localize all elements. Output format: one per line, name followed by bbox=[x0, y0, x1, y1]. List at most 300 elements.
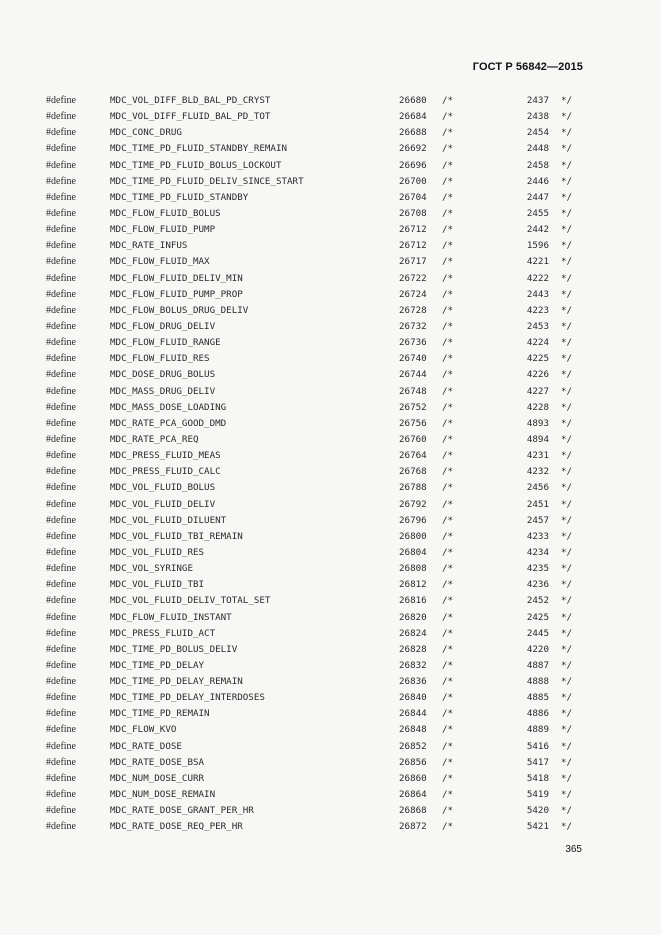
constant-code: 26760 bbox=[399, 433, 427, 445]
comment-open: /* bbox=[442, 756, 454, 768]
comment-open: /* bbox=[442, 643, 454, 655]
document-standard-header: ГОСТ Р 56842—2015 bbox=[472, 61, 583, 73]
comment-open: /* bbox=[442, 127, 454, 139]
define-row bbox=[0, 545, 661, 561]
constant-code: 26788 bbox=[399, 482, 427, 494]
define-keyword: #define bbox=[46, 304, 76, 316]
comment-open: /* bbox=[442, 159, 454, 171]
define-row bbox=[0, 174, 661, 190]
constant-name: MDC_VOL_SYRINGE bbox=[110, 563, 193, 575]
constant-name: MDC_VOL_DIFF_BLD_BAL_PD_CRYST bbox=[110, 95, 271, 106]
comment-close: */ bbox=[561, 320, 573, 332]
define-keyword: #define bbox=[46, 256, 76, 268]
define-keyword: #define bbox=[46, 659, 76, 671]
constant-name: MDC_RATE_INFUS bbox=[110, 240, 188, 252]
comment-open: /* bbox=[442, 224, 454, 236]
constant-code: 26840 bbox=[399, 692, 427, 704]
reference-code: 2455 bbox=[526, 207, 549, 219]
page-number: 365 bbox=[565, 844, 582, 855]
constant-name: MDC_RATE_DOSE_REQ_PER_HR bbox=[110, 821, 243, 833]
reference-code: 2442 bbox=[526, 224, 549, 236]
define-row bbox=[0, 642, 661, 658]
comment-close: */ bbox=[561, 676, 573, 688]
reference-code: 2453 bbox=[526, 320, 549, 332]
comment-close: */ bbox=[561, 143, 573, 155]
comment-open: /* bbox=[442, 692, 454, 704]
define-row bbox=[0, 206, 661, 222]
constant-code: 26804 bbox=[399, 546, 427, 558]
comment-open: /* bbox=[442, 530, 454, 542]
define-keyword: #define bbox=[46, 466, 76, 478]
define-row bbox=[0, 432, 661, 448]
define-keyword: #define bbox=[46, 756, 76, 768]
comment-open: /* bbox=[442, 256, 454, 268]
comment-close: */ bbox=[561, 288, 573, 300]
define-row bbox=[0, 755, 661, 771]
comment-open: /* bbox=[442, 450, 454, 462]
constant-name: MDC_FLOW_FLUID_BOLUS bbox=[110, 207, 221, 219]
comment-open: /* bbox=[442, 191, 454, 203]
define-keyword: #define bbox=[46, 563, 76, 575]
define-row bbox=[0, 658, 661, 674]
comment-close: */ bbox=[561, 805, 573, 817]
define-row bbox=[0, 303, 661, 319]
constant-code: 26860 bbox=[399, 772, 427, 784]
reference-code: 2451 bbox=[526, 498, 549, 510]
comment-close: */ bbox=[561, 643, 573, 655]
reference-code: 5417 bbox=[526, 756, 549, 768]
reference-code: 4888 bbox=[526, 676, 549, 688]
reference-code: 2448 bbox=[526, 143, 549, 155]
define-keyword: #define bbox=[46, 692, 76, 704]
define-keyword: #define bbox=[46, 740, 76, 752]
comment-close: */ bbox=[561, 401, 573, 413]
constant-code: 26696 bbox=[399, 159, 427, 171]
constant-code: 26852 bbox=[399, 740, 427, 752]
constant-code: 26712 bbox=[399, 224, 427, 236]
define-keyword: #define bbox=[46, 417, 76, 429]
comment-open: /* bbox=[442, 789, 454, 801]
define-row bbox=[0, 271, 661, 287]
reference-code: 4231 bbox=[526, 450, 549, 462]
define-row bbox=[0, 125, 661, 141]
define-row bbox=[0, 400, 661, 416]
define-row bbox=[0, 529, 661, 545]
define-keyword: #define bbox=[46, 627, 76, 639]
constant-code: 26736 bbox=[399, 337, 427, 349]
define-row bbox=[0, 771, 661, 787]
comment-open: /* bbox=[442, 337, 454, 349]
reference-code: 4224 bbox=[526, 337, 549, 349]
comment-close: */ bbox=[561, 272, 573, 284]
constant-name: MDC_FLOW_FLUID_RES bbox=[110, 353, 210, 365]
define-keyword: #define bbox=[46, 240, 76, 252]
define-keyword: #define bbox=[46, 385, 76, 397]
define-row bbox=[0, 93, 661, 109]
constant-name: MDC_FLOW_FLUID_PUMP_PROP bbox=[110, 288, 243, 300]
comment-close: */ bbox=[561, 498, 573, 510]
comment-close: */ bbox=[561, 692, 573, 704]
comment-open: /* bbox=[442, 207, 454, 219]
define-row bbox=[0, 254, 661, 270]
constant-name: MDC_RATE_DOSE_BSA bbox=[110, 756, 205, 768]
reference-code: 2446 bbox=[526, 175, 549, 187]
define-keyword: #define bbox=[46, 546, 76, 558]
constant-code: 26724 bbox=[399, 288, 427, 300]
reference-code: 2437 bbox=[526, 95, 549, 106]
constant-name: MDC_NUM_DOSE_REMAIN bbox=[110, 789, 216, 801]
constant-name: MDC_TIME_PD_FLUID_STANDBY bbox=[110, 191, 249, 203]
constant-code: 26700 bbox=[399, 175, 427, 187]
define-row bbox=[0, 238, 661, 254]
comment-close: */ bbox=[561, 353, 573, 365]
define-row bbox=[0, 384, 661, 400]
define-row bbox=[0, 690, 661, 706]
comment-close: */ bbox=[561, 111, 573, 123]
reference-code: 5416 bbox=[526, 740, 549, 752]
reference-code: 5421 bbox=[526, 821, 549, 833]
constant-name: MDC_FLOW_FLUID_MAX bbox=[110, 256, 210, 268]
reference-code: 4223 bbox=[526, 304, 549, 316]
define-keyword: #define bbox=[46, 805, 76, 817]
constant-name: MDC_CONC_DRUG bbox=[110, 127, 182, 139]
comment-close: */ bbox=[561, 385, 573, 397]
define-keyword: #define bbox=[46, 401, 76, 413]
comment-close: */ bbox=[561, 240, 573, 252]
define-row bbox=[0, 593, 661, 609]
reference-code: 4894 bbox=[526, 433, 549, 445]
constant-name: MDC_TIME_PD_DELAY_REMAIN bbox=[110, 676, 243, 688]
define-keyword: #define bbox=[46, 288, 76, 300]
constant-code: 26756 bbox=[399, 417, 427, 429]
constant-code: 26812 bbox=[399, 579, 427, 591]
constant-name: MDC_TIME_PD_FLUID_BOLUS_LOCKOUT bbox=[110, 159, 282, 171]
comment-open: /* bbox=[442, 175, 454, 187]
comment-close: */ bbox=[561, 95, 573, 106]
constant-name: MDC_TIME_PD_FLUID_DELIV_SINCE_START bbox=[110, 175, 304, 187]
constant-code: 26744 bbox=[399, 369, 427, 381]
comment-open: /* bbox=[442, 514, 454, 526]
reference-code: 2438 bbox=[526, 111, 549, 123]
comment-close: */ bbox=[561, 466, 573, 478]
define-keyword: #define bbox=[46, 821, 76, 833]
constant-name: MDC_PRESS_FLUID_MEAS bbox=[110, 450, 221, 462]
comment-close: */ bbox=[561, 772, 573, 784]
constant-code: 26764 bbox=[399, 450, 427, 462]
define-keyword: #define bbox=[46, 175, 76, 187]
define-keyword: #define bbox=[46, 498, 76, 510]
constant-code: 26868 bbox=[399, 805, 427, 817]
constant-name: MDC_FLOW_FLUID_INSTANT bbox=[110, 611, 232, 623]
constant-name: MDC_RATE_PCA_REQ bbox=[110, 433, 199, 445]
define-row bbox=[0, 141, 661, 157]
comment-open: /* bbox=[442, 417, 454, 429]
constant-code: 26792 bbox=[399, 498, 427, 510]
define-row bbox=[0, 335, 661, 351]
define-keyword: #define bbox=[46, 320, 76, 332]
constant-name: MDC_VOL_FLUID_DELIV bbox=[110, 498, 216, 510]
constant-name: MDC_FLOW_KVO bbox=[110, 724, 177, 736]
define-keyword: #define bbox=[46, 353, 76, 365]
constant-code: 26684 bbox=[399, 111, 427, 123]
comment-close: */ bbox=[561, 417, 573, 429]
reference-code: 4886 bbox=[526, 708, 549, 720]
comment-close: */ bbox=[561, 789, 573, 801]
define-row bbox=[0, 464, 661, 480]
comment-close: */ bbox=[561, 482, 573, 494]
define-keyword: #define bbox=[46, 724, 76, 736]
constant-name: MDC_TIME_PD_BOLUS_DELIV bbox=[110, 643, 238, 655]
comment-close: */ bbox=[561, 450, 573, 462]
define-keyword: #define bbox=[46, 708, 76, 720]
define-keyword: #define bbox=[46, 482, 76, 494]
comment-open: /* bbox=[442, 143, 454, 155]
comment-open: /* bbox=[442, 385, 454, 397]
comment-open: /* bbox=[442, 611, 454, 623]
constant-code: 26816 bbox=[399, 595, 427, 607]
constant-name: MDC_FLOW_DRUG_DELIV bbox=[110, 320, 216, 332]
constant-name: MDC_FLOW_FLUID_RANGE bbox=[110, 337, 221, 349]
comment-open: /* bbox=[442, 740, 454, 752]
constant-name: MDC_VOL_FLUID_TBI bbox=[110, 579, 205, 591]
define-keyword: #define bbox=[46, 191, 76, 203]
define-row bbox=[0, 722, 661, 738]
reference-code: 4889 bbox=[526, 724, 549, 736]
comment-close: */ bbox=[561, 304, 573, 316]
constant-name: MDC_TIME_PD_FLUID_STANDBY_REMAIN bbox=[110, 143, 288, 155]
comment-open: /* bbox=[442, 579, 454, 591]
comment-open: /* bbox=[442, 772, 454, 784]
define-listing bbox=[0, 93, 661, 835]
comment-close: */ bbox=[561, 611, 573, 623]
define-keyword: #define bbox=[46, 579, 76, 591]
constant-code: 26768 bbox=[399, 466, 427, 478]
define-row bbox=[0, 513, 661, 529]
comment-open: /* bbox=[442, 95, 454, 106]
reference-code: 4236 bbox=[526, 579, 549, 591]
comment-close: */ bbox=[561, 369, 573, 381]
comment-close: */ bbox=[561, 175, 573, 187]
constant-code: 26728 bbox=[399, 304, 427, 316]
comment-close: */ bbox=[561, 337, 573, 349]
constant-code: 26752 bbox=[399, 401, 427, 413]
reference-code: 4885 bbox=[526, 692, 549, 704]
comment-close: */ bbox=[561, 433, 573, 445]
reference-code: 2447 bbox=[526, 191, 549, 203]
constant-name: MDC_VOL_FLUID_RES bbox=[110, 546, 205, 558]
define-keyword: #define bbox=[46, 772, 76, 784]
comment-close: */ bbox=[561, 514, 573, 526]
comment-open: /* bbox=[442, 288, 454, 300]
define-keyword: #define bbox=[46, 595, 76, 607]
constant-code: 26824 bbox=[399, 627, 427, 639]
reference-code: 4893 bbox=[526, 417, 549, 429]
define-row bbox=[0, 448, 661, 464]
define-row bbox=[0, 222, 661, 238]
define-keyword: #define bbox=[46, 143, 76, 155]
constant-name: MDC_NUM_DOSE_CURR bbox=[110, 772, 205, 784]
comment-open: /* bbox=[442, 272, 454, 284]
reference-code: 2456 bbox=[526, 482, 549, 494]
reference-code: 4220 bbox=[526, 643, 549, 655]
constant-code: 26732 bbox=[399, 320, 427, 332]
comment-open: /* bbox=[442, 401, 454, 413]
define-keyword: #define bbox=[46, 272, 76, 284]
comment-open: /* bbox=[442, 676, 454, 688]
reference-code: 2457 bbox=[526, 514, 549, 526]
constant-name: MDC_TIME_PD_DELAY_INTERDOSES bbox=[110, 692, 265, 704]
define-keyword: #define bbox=[46, 369, 76, 381]
define-row bbox=[0, 497, 661, 513]
constant-name: MDC_FLOW_BOLUS_DRUG_DELIV bbox=[110, 304, 249, 316]
reference-code: 4234 bbox=[526, 546, 549, 558]
comment-close: */ bbox=[561, 191, 573, 203]
reference-code: 4225 bbox=[526, 353, 549, 365]
define-row bbox=[0, 674, 661, 690]
constant-code: 26796 bbox=[399, 514, 427, 526]
define-keyword: #define bbox=[46, 111, 76, 123]
comment-close: */ bbox=[561, 708, 573, 720]
reference-code: 4227 bbox=[526, 385, 549, 397]
define-row bbox=[0, 367, 661, 383]
reference-code: 2454 bbox=[526, 127, 549, 139]
comment-open: /* bbox=[442, 563, 454, 575]
comment-open: /* bbox=[442, 304, 454, 316]
constant-name: MDC_VOL_DIFF_FLUID_BAL_PD_TOT bbox=[110, 111, 271, 123]
constant-code: 26872 bbox=[399, 821, 427, 833]
reference-code: 4232 bbox=[526, 466, 549, 478]
constant-code: 26708 bbox=[399, 207, 427, 219]
reference-code: 4226 bbox=[526, 369, 549, 381]
constant-name: MDC_PRESS_FLUID_ACT bbox=[110, 627, 216, 639]
define-row bbox=[0, 158, 661, 174]
define-row bbox=[0, 319, 661, 335]
comment-open: /* bbox=[442, 708, 454, 720]
constant-name: MDC_RATE_DOSE bbox=[110, 740, 182, 752]
constant-code: 26820 bbox=[399, 611, 427, 623]
comment-open: /* bbox=[442, 546, 454, 558]
reference-code: 5420 bbox=[526, 805, 549, 817]
define-keyword: #define bbox=[46, 433, 76, 445]
comment-close: */ bbox=[561, 740, 573, 752]
constant-code: 26856 bbox=[399, 756, 427, 768]
define-row bbox=[0, 190, 661, 206]
constant-name: MDC_VOL_FLUID_DILUENT bbox=[110, 514, 227, 526]
constant-name: MDC_DOSE_DRUG_BOLUS bbox=[110, 369, 216, 381]
comment-close: */ bbox=[561, 159, 573, 171]
define-row bbox=[0, 287, 661, 303]
define-row bbox=[0, 626, 661, 642]
comment-close: */ bbox=[561, 546, 573, 558]
define-row bbox=[0, 706, 661, 722]
constant-name: MDC_RATE_PCA_GOOD_DMD bbox=[110, 417, 227, 429]
comment-open: /* bbox=[442, 498, 454, 510]
constant-name: MDC_RATE_DOSE_GRANT_PER_HR bbox=[110, 805, 254, 817]
constant-code: 26722 bbox=[399, 272, 427, 284]
comment-open: /* bbox=[442, 805, 454, 817]
reference-code: 4887 bbox=[526, 659, 549, 671]
define-row bbox=[0, 787, 661, 803]
constant-code: 26864 bbox=[399, 789, 427, 801]
comment-close: */ bbox=[561, 627, 573, 639]
reference-code: 4235 bbox=[526, 563, 549, 575]
define-keyword: #define bbox=[46, 530, 76, 542]
comment-close: */ bbox=[561, 595, 573, 607]
define-keyword: #define bbox=[46, 789, 76, 801]
define-keyword: #define bbox=[46, 127, 76, 139]
define-row bbox=[0, 480, 661, 496]
constant-name: MDC_VOL_FLUID_DELIV_TOTAL_SET bbox=[110, 595, 271, 607]
comment-open: /* bbox=[442, 821, 454, 833]
comment-open: /* bbox=[442, 595, 454, 607]
constant-code: 26832 bbox=[399, 659, 427, 671]
comment-open: /* bbox=[442, 240, 454, 252]
define-row bbox=[0, 739, 661, 755]
constant-code: 26680 bbox=[399, 95, 427, 106]
comment-open: /* bbox=[442, 659, 454, 671]
comment-open: /* bbox=[442, 433, 454, 445]
constant-code: 26844 bbox=[399, 708, 427, 720]
define-row bbox=[0, 610, 661, 626]
reference-code: 4228 bbox=[526, 401, 549, 413]
constant-name: MDC_VOL_FLUID_BOLUS bbox=[110, 482, 216, 494]
reference-code: 4221 bbox=[526, 256, 549, 268]
constant-name: MDC_MASS_DRUG_DELIV bbox=[110, 385, 216, 397]
comment-open: /* bbox=[442, 320, 454, 332]
reference-code: 4233 bbox=[526, 530, 549, 542]
constant-name: MDC_TIME_PD_DELAY bbox=[110, 659, 205, 671]
comment-close: */ bbox=[561, 659, 573, 671]
define-row bbox=[0, 577, 661, 593]
constant-name: MDC_PRESS_FLUID_CALC bbox=[110, 466, 221, 478]
comment-open: /* bbox=[442, 466, 454, 478]
define-keyword: #define bbox=[46, 676, 76, 688]
constant-code: 26740 bbox=[399, 353, 427, 365]
comment-close: */ bbox=[561, 224, 573, 236]
constant-code: 26704 bbox=[399, 191, 427, 203]
constant-name: MDC_FLOW_FLUID_DELIV_MIN bbox=[110, 272, 243, 284]
constant-code: 26800 bbox=[399, 530, 427, 542]
define-keyword: #define bbox=[46, 514, 76, 526]
comment-open: /* bbox=[442, 627, 454, 639]
constant-name: MDC_MASS_DOSE_LOADING bbox=[110, 401, 227, 413]
reference-code: 2445 bbox=[526, 627, 549, 639]
reference-code: 2452 bbox=[526, 595, 549, 607]
reference-code: 1596 bbox=[526, 240, 549, 252]
constant-code: 26712 bbox=[399, 240, 427, 252]
constant-code: 26836 bbox=[399, 676, 427, 688]
reference-code: 2443 bbox=[526, 288, 549, 300]
comment-close: */ bbox=[561, 756, 573, 768]
define-keyword: #define bbox=[46, 643, 76, 655]
comment-close: */ bbox=[561, 821, 573, 833]
define-row bbox=[0, 109, 661, 125]
define-keyword: #define bbox=[46, 337, 76, 349]
define-keyword: #define bbox=[46, 159, 76, 171]
comment-close: */ bbox=[561, 579, 573, 591]
constant-code: 26692 bbox=[399, 143, 427, 155]
define-keyword: #define bbox=[46, 95, 76, 106]
reference-code: 5419 bbox=[526, 789, 549, 801]
reference-code: 5418 bbox=[526, 772, 549, 784]
define-keyword: #define bbox=[46, 207, 76, 219]
define-row bbox=[0, 819, 661, 835]
comment-open: /* bbox=[442, 724, 454, 736]
reference-code: 2458 bbox=[526, 159, 549, 171]
define-row bbox=[0, 416, 661, 432]
constant-code: 26828 bbox=[399, 643, 427, 655]
comment-close: */ bbox=[561, 127, 573, 139]
